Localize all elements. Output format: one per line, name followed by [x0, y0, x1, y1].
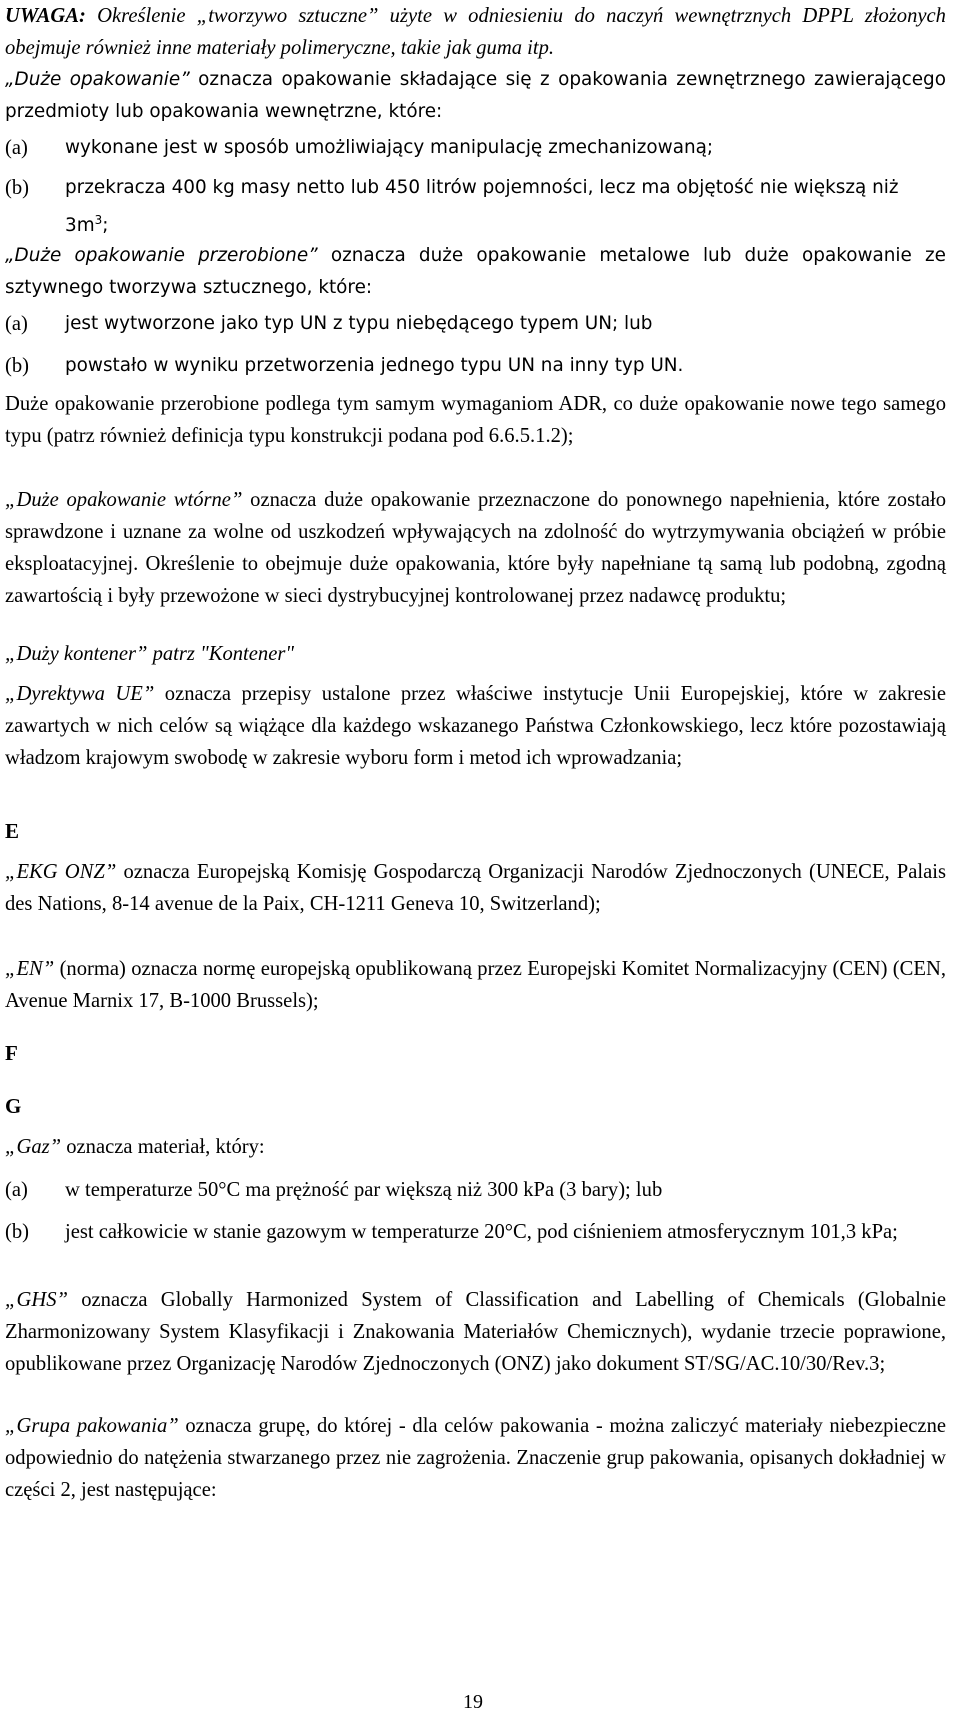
- item-label: (b): [5, 1221, 30, 1243]
- definition: (norma) oznacza normę europejską opublikowaną przez Europejski Komitet Normalizacyjny (CEN) (CEN, Avenue Marnix 17, B-1000 Brussels);: [5, 958, 946, 1012]
- item-label: (a): [5, 1179, 28, 1201]
- list-item: [5, 1174, 946, 1206]
- term: „Gaz”: [5, 1136, 62, 1158]
- item-label: (b): [5, 355, 30, 377]
- term: „EN”: [5, 958, 55, 980]
- note-label: UWAGA:: [5, 5, 86, 27]
- note-paragraph: [5, 0, 946, 64]
- list-item: [5, 350, 946, 382]
- definition: oznacza opakowanie składające się z opakowania zewnętrznego zawierającego przedmioty lub opakowania wewnętrzne, które:: [5, 69, 946, 122]
- item-text: przekracza 400 kg masy netto lub 450 litrów pojemności, lecz ma objętość nie większą niż 3m: [65, 177, 899, 237]
- item-suffix: ;: [102, 215, 109, 237]
- def-duzy-kontener: „Duży kontener” patrz "Kontener": [5, 643, 295, 665]
- def-dyrektywa: [5, 678, 946, 774]
- definition: oznacza grupę, do której - dla celów pakowania - można zaliczyć materiały niebezpieczne odpowiednio do natężenia stwarzanego przez nie zagrożenia. Znaczenie grup pakowania, opisanych dokładniej w części 2, jest następujące:: [5, 1415, 947, 1501]
- item-label: (a): [5, 137, 28, 159]
- note-text: Określenie „tworzywo sztuczne” użyte w odniesieniu do naczyń wewnętrznych DPPL złożonych obejmuje również inne materiały polimeryczne, takie jak guma itp.: [5, 5, 946, 59]
- term: „EKG ONZ”: [5, 861, 117, 883]
- def-en: [5, 953, 946, 1017]
- term: „Dyrektywa UE”: [5, 683, 155, 705]
- superscript: 3: [94, 213, 103, 227]
- item-text: wykonane jest w sposób umożliwiający manipulację zmechanizowaną;: [65, 137, 714, 158]
- definition: oznacza duże opakowanie metalowe lub duże opakowanie ze sztywnego tworzywa sztucznego, które:: [5, 245, 946, 298]
- def-ekg-onz: [5, 856, 946, 920]
- def-ghs: [5, 1284, 946, 1380]
- list-item: [5, 1216, 946, 1248]
- definition: oznacza materiał, który:: [66, 1136, 265, 1158]
- item-text: powstało w wyniku przetworzenia jednego typu UN na inny typ UN.: [65, 355, 684, 376]
- definition: oznacza Europejską Komisję Gospodarczą Organizacji Narodów Zjednoczonych (UNECE, Palais des Nations, 8-14 avenue de la Paix, CH-1211 Geneva 10, Switzerland);: [5, 861, 946, 915]
- def-przerobione: [5, 240, 946, 304]
- definition: oznacza przepisy ustalone przez właściwe instytucje Unii Europejskiej, które w zakresie zawartych w nich celów są wiążące dla każdego wskazanego Państwa Członkowskiego, lecz które pozostawiają władzom krajowym swobodę w zakresie wyboru form i metod ich wprowadzania;: [5, 683, 946, 769]
- def-wtorne: [5, 484, 946, 612]
- term: „Grupa pakowania”: [5, 1415, 179, 1437]
- item-text: jest wytworzone jako typ UN z typu niebędącego typem UN; lub: [65, 313, 653, 334]
- term: „Duże opakowanie wtórne”: [5, 489, 243, 511]
- def-grupa-pakowania: [5, 1410, 946, 1506]
- list-item: [5, 132, 946, 164]
- section-letter-e: E: [5, 819, 20, 843]
- section-letter-f: F: [5, 1041, 18, 1065]
- def-duze-opakowanie: [5, 64, 946, 128]
- list-item: [5, 308, 946, 340]
- term: „GHS”: [5, 1289, 68, 1311]
- term: „Duże opakowanie”: [5, 69, 190, 90]
- item-label: (b): [5, 177, 30, 199]
- section-letter-g: G: [5, 1094, 22, 1118]
- term: „Duże opakowanie przerobione”: [5, 245, 318, 266]
- def-gaz: [5, 1131, 946, 1163]
- definition: oznacza duże opakowanie przeznaczone do ponownego napełnienia, które zostało sprawdzone i uznane za wolne od uszkodzeń wpływających na zdolność do wytrzymywania obciążeń w próbie eksploatacyjnej. Określenie to obejmuje duże opakowania, które były napełniane tą samą lub podobną, zgodną zawartością i były przewożone w sieci dystrybucyjnej kontrolowanej przez nadawcę produktu;: [5, 489, 947, 607]
- item-label: (a): [5, 313, 28, 335]
- page-number: 19: [463, 1691, 483, 1713]
- paragraph: Duże opakowanie przerobione podlega tym samym wymaganiom ADR, co duże opakowanie nowe tego samego typu (patrz również definicja typu konstrukcji podana pod 6.6.5.1.2);: [5, 393, 946, 447]
- item-text: jest całkowicie w stanie gazowym w temperaturze 20°C, pod ciśnieniem atmosferycznym 101,3 kPa;: [65, 1221, 898, 1243]
- item-text: w temperaturze 50°C ma prężność par większą niż 300 kPa (3 bary); lub: [65, 1179, 663, 1201]
- list-item: [5, 172, 946, 242]
- definition: oznacza Globally Harmonized System of Classification and Labelling of Chemicals (Globalnie Zharmonizowany System Klasyfikacji i Znakowania Materiałów Chemicznych), wydanie trzecie poprawione, opublikowane przez Organizację Narodów Zjednoczonych (ONZ) jako dokument ST/SG/AC.10/30/Rev.3;: [5, 1289, 946, 1375]
- item-text-wrap: [65, 172, 946, 242]
